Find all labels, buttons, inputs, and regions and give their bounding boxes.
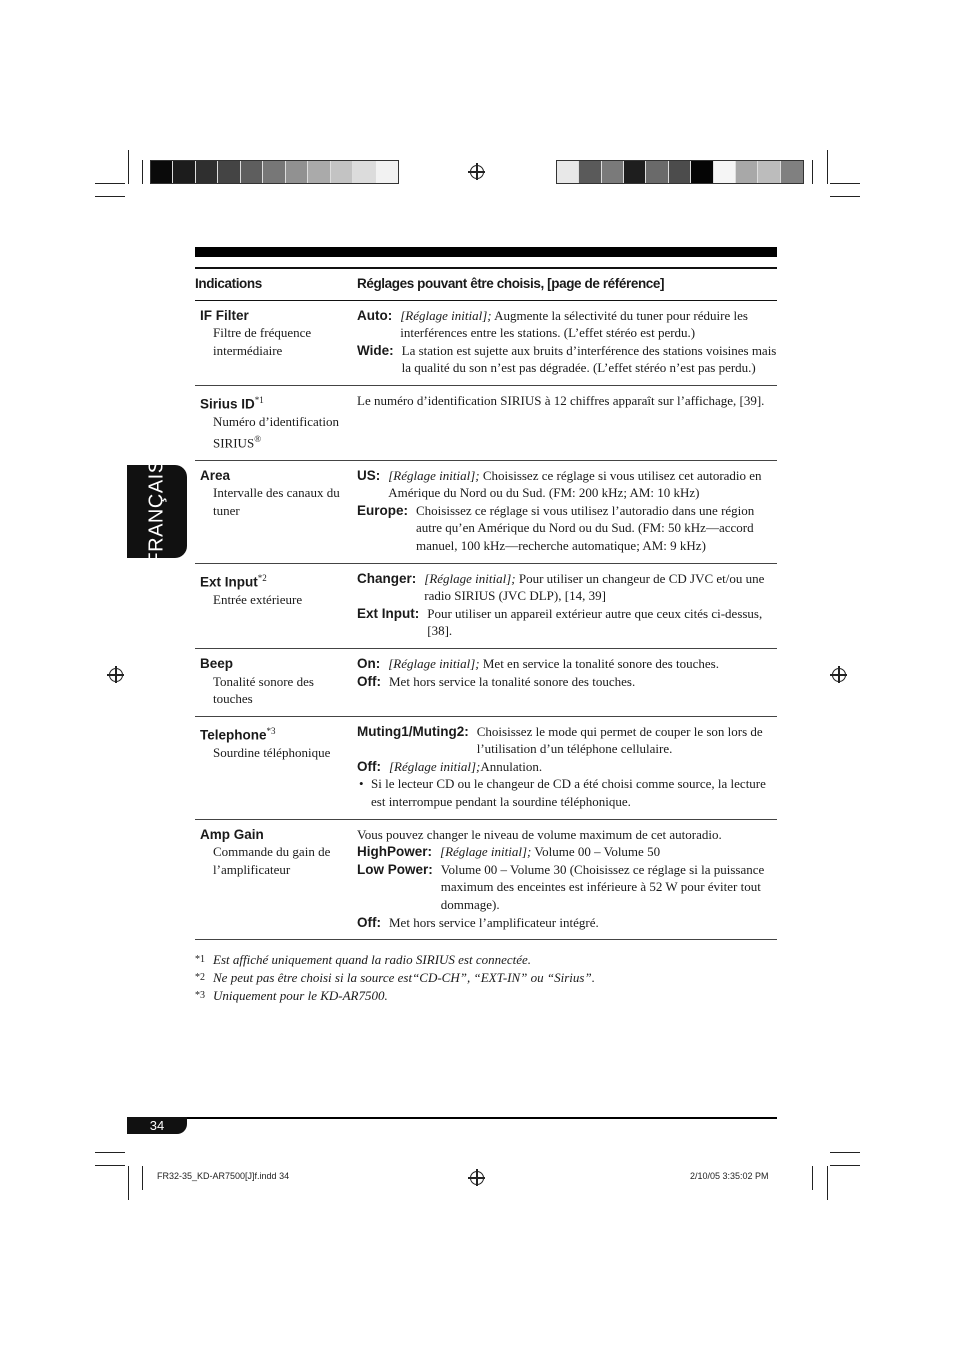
color-swatch [196,161,218,183]
setting-option [357,467,777,502]
crop-mark [827,1166,828,1200]
column-header-settings: Réglages pouvant être choisis, [page de référence] [357,268,777,300]
option-key: Off: [357,758,381,774]
crop-mark [830,1152,860,1153]
registered-mark: ® [254,433,262,444]
option-value: Met hors service la tonalité sonore des touches. [389,673,636,689]
option-key: Low Power: [357,861,433,877]
color-swatch [173,161,195,183]
table-row [195,563,777,648]
indication-cell [195,716,357,819]
table-body [195,300,777,940]
color-swatch [691,161,713,183]
color-calibration-bar-right [556,160,804,184]
indication-name: Telephone$^{*3}$ [200,725,276,743]
footnote-text: Est affiché uniquement quand la radio SIRIUS est connectée. [213,952,532,967]
color-swatch [376,161,398,183]
crop-mark [142,160,143,184]
option-value: [Réglage initial]; Volume 00 – Volume 50 [440,844,661,860]
settings-cell [357,716,777,819]
table-row [195,648,777,716]
settings-cell [357,563,777,648]
color-swatch [151,161,173,183]
color-swatch [781,161,803,183]
crop-mark [128,1166,129,1200]
option-value: Pour utiliser un appareil extérieur autre que ceux cités ci-dessus, [38]. [427,605,763,639]
setting-option [357,914,777,932]
footnote-mark: *3 [195,990,205,1001]
color-swatch [557,161,579,183]
setting-text: Le numéro d’identification SIRIUS à 12 chiffres apparaît sur l’affichage, [39]. [357,392,765,408]
setting-option [357,758,777,776]
footnote [195,951,777,969]
crop-mark [95,183,125,184]
settings-cell [357,648,777,716]
indication-cell [195,300,357,385]
crop-mark [95,1152,125,1153]
registration-mark-icon [470,165,484,179]
settings-cell [357,819,777,940]
option-key: On: [357,655,381,671]
setting-option [357,502,777,555]
indication-name: IF Filter [200,307,249,323]
crop-mark [830,183,860,184]
option-value: [Réglage initial]; Augmente la sélectivité du tuner pour réduire les interférences entre les stations. (L’effet stéréo est perdu.) [400,307,748,341]
color-swatch [353,161,375,183]
table-row [195,385,777,460]
setting-option [357,342,777,377]
color-swatch [579,161,601,183]
table-header-row [195,268,777,300]
color-swatch [669,161,691,183]
footnote-marker: *1 [254,394,264,405]
footnote-text: Uniquement pour le KD-AR7500. [213,988,388,1003]
indication-description: Numéro d’identification SIRIUS® [213,414,339,450]
table-row [195,819,777,940]
option-key: Ext Input: [357,605,420,621]
initial-setting-label: [Réglage initial]; [388,655,480,671]
registration-mark-icon [470,1171,484,1185]
column-header-indications: Indications [195,268,357,300]
table-row [195,716,777,819]
crop-mark [95,1165,125,1166]
crop-mark [142,1166,143,1190]
indication-cell [195,819,357,940]
header-rule [195,247,777,257]
color-swatch [218,161,240,183]
indication-cell [195,385,357,460]
table-row [195,300,777,385]
color-swatch [758,161,780,183]
setting-option [357,605,777,640]
option-key: Muting1/Muting2: [357,723,469,739]
footnote-marker: *3 [266,725,276,736]
footnote-mark: *2 [195,972,205,983]
crop-mark [812,1166,813,1190]
initial-setting-label: [Réglage initial]; [424,570,516,586]
crop-mark [827,150,828,184]
option-key: Wide: [357,342,394,358]
color-swatch [714,161,736,183]
setting-option [357,307,777,342]
option-key: Changer: [357,570,417,586]
option-key: Off: [357,914,381,930]
indication-description: Sourdine téléphonique [213,744,331,760]
setting-option [357,843,777,861]
indication-cell [195,460,357,563]
footnote-marker: *2 [257,572,267,583]
footnotes [195,951,777,1005]
color-swatch [624,161,646,183]
color-swatch [646,161,668,183]
option-value: [Réglage initial]; Pour utiliser un changeur de CD JVC et/ou une radio SIRIUS (JVC DLP), [14, 39] [424,570,765,604]
crop-mark [128,150,129,184]
settings-cell [357,300,777,385]
option-key: Europe: [357,502,409,518]
slug-timestamp: 2/10/05 3:35:02 PM [690,1171,769,1181]
footer-rule [127,1117,777,1119]
language-tab [127,458,187,565]
footnote-mark: *1 [195,954,205,965]
color-swatch [308,161,330,183]
footnote [195,987,777,1005]
setting-option [357,673,777,691]
setting-option [357,655,777,673]
indication-description: Tonalité sonore des touches [213,673,314,707]
color-swatch [263,161,285,183]
option-value: Choisissez ce réglage si vous utilisez l’autoradio dans une région autre qu’en Amérique du Nord ou du Sud. (FM: 50 kHz—accord manuel, 100 kHz—recherche automatique; AM: 9 kHz) [416,502,755,553]
indication-cell [195,648,357,716]
option-key: Off: [357,673,381,689]
slug-filename: FR32-35_KD-AR7500[J]f.indd 34 [157,1171,290,1181]
indication-description: Entrée extérieure [213,591,303,607]
setting-option [357,723,777,758]
setting-note [357,775,777,810]
indication-name: Ext Input$^{*2}$ [200,572,267,590]
bullet: • [359,776,364,792]
settings-cell [357,460,777,563]
indication-description: Filtre de fréquence intermédiaire [213,325,312,358]
setting-option [357,570,777,605]
color-swatch [736,161,758,183]
option-value: [Réglage initial];Annulation. [389,758,543,774]
setting-intro: Vous pouvez changer le niveau de volume maximum de cet autoradio. [357,826,722,842]
option-value: [Réglage initial]; Met en service la tonalité sonore des touches. [388,655,719,671]
option-value: [Réglage initial]; Choisissez ce réglage si vous utilisez cet autoradio en Amérique du Nord ou du Sud. (FM: 200 kHz; AM: 10 kHz) [388,467,762,501]
option-value: La station est sujette aux bruits d’interférence des stations voisines mais la qualité du son n’est pas dégradée. (L’effet stéréo n’est pas perdu.) [401,342,777,376]
crop-mark [830,196,860,197]
option-key: HighPower: [357,844,433,860]
note-text: Si le lecteur CD ou le changeur de CD a été choisi comme source, la lecture est interrompue pendant la sourdine téléphonique. [371,776,766,810]
option-value: Volume 00 – Volume 30 (Choisissez ce réglage si la puissance maximum des enceintes est inférieure à 52 W pour éviter tout dommage). [440,861,765,913]
crop-mark [95,196,125,197]
option-key: Auto: [357,307,393,323]
color-swatch [286,161,308,183]
crop-mark [812,160,813,184]
color-swatch [331,161,353,183]
setting-option [357,861,777,914]
footnote [195,969,777,987]
table-row [195,460,777,563]
settings-table [195,267,777,940]
indication-name: Beep [200,655,234,671]
initial-setting-label: [Réglage initial]; [400,307,492,323]
indication-name: Amp Gain [200,826,264,842]
color-calibration-bar-left [150,160,399,184]
registration-mark-icon [109,668,123,682]
footnote-text: Ne peut pas être choisi si la source est“CD-CH”, “EXT-IN” ou “Sirius”. [213,970,595,985]
indication-description: Intervalle des canaux du tuner [213,485,340,518]
indication-name: Sirius ID$^{*1}$ [200,394,264,412]
option-value: Choisissez le mode qui permet de couper le son lors de l’utilisation d’un téléphone cellulaire. [476,723,763,757]
language-tab-label: FRANÇAIS [145,458,168,565]
indication-description: Commande du gain de l’amplificateur [213,844,331,877]
initial-setting-label: [Réglage initial]; [440,844,532,860]
page-number: 34 [127,1117,187,1134]
indication-cell [195,563,357,648]
option-key: US: [357,467,381,483]
option-value: Met hors service l’amplificateur intégré. [389,914,599,930]
color-swatch [241,161,263,183]
indication-name: Area [200,467,231,483]
initial-setting-label: [Réglage initial]; [388,467,480,483]
settings-cell [357,385,777,460]
crop-mark [830,1165,860,1166]
initial-setting-label: [Réglage initial]; [389,758,481,774]
registration-mark-icon [832,668,846,682]
color-swatch [602,161,624,183]
